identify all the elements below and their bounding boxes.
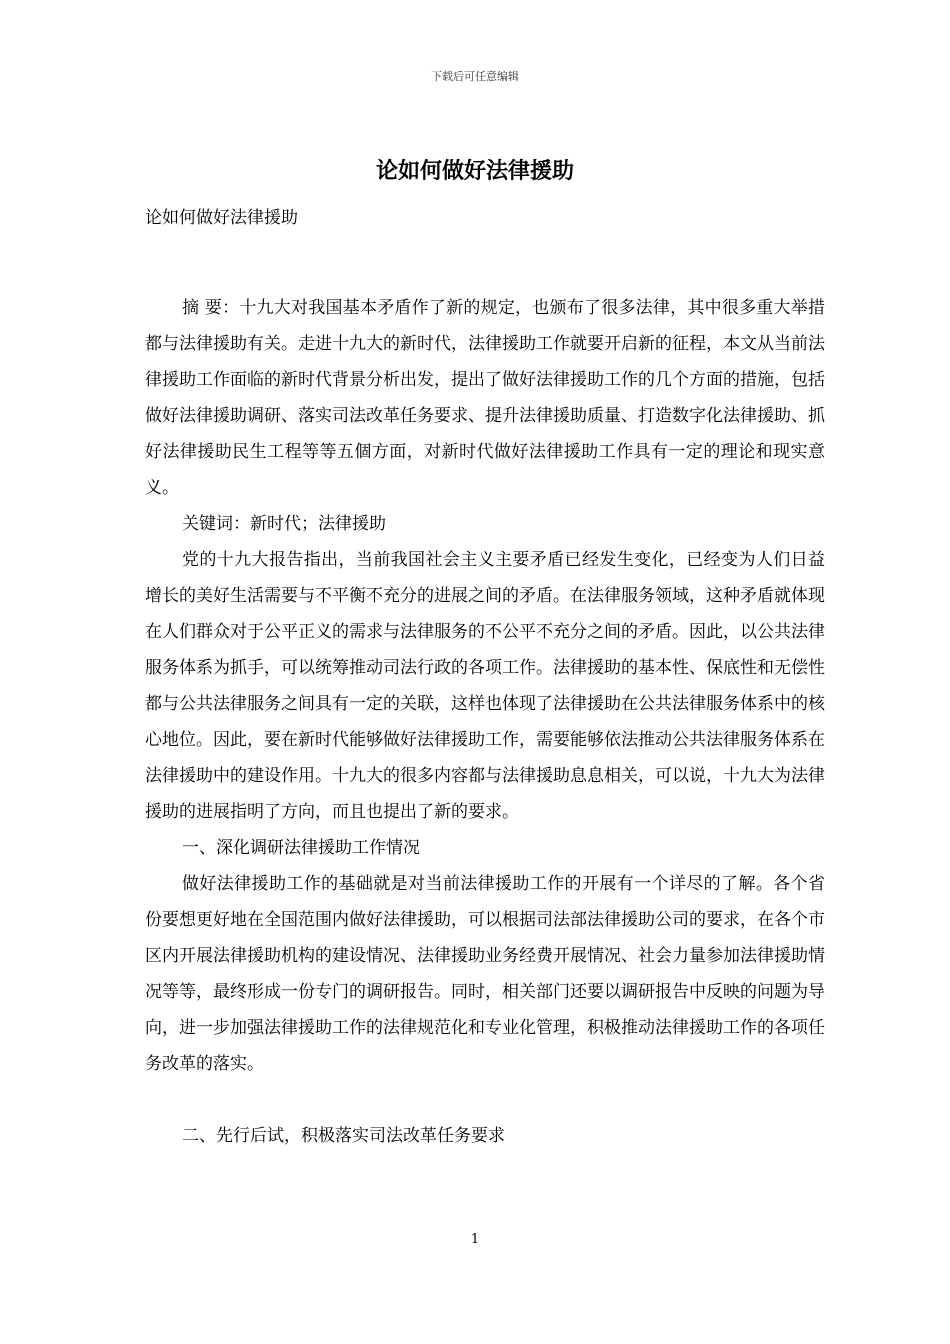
keywords-line: 关键词：新时代；法律援助 [182,514,386,534]
blank-line [145,236,825,272]
blank-line [145,272,825,290]
document-subtitle: 论如何做好法律援助 [145,208,298,228]
abstract-paragraph: 摘 要：十九大对我国基本矛盾作了新的规定，也颁布了很多法律，其中很多重大举措都与法律援助有关。走进十九大的新时代，法律援助工作就要开启新的征程，本文从当前法律援助工作面临的新时代背景分析出发，提出了做好法律援助工作的几个方面的措施，包括做好法律援助调研、落实司法改革任务要求、提升法律援助质量、打造数字化法律援助、抓好法律援助民生工程等等五個方面，对新时代做好法律援助工作具有一定的理论和现实意义。 [145,298,825,498]
intro-paragraph: 党的十九大报告指出，当前我国社会主义主要矛盾已经发生变化，已经变为人们日益增长的美好生活需要与不平衡不充分的进展之间的矛盾。在法律服务领域，这种矛盾就体现在人们群众对于公平正义的需求与法律服务的不公平不充分之间的矛盾。因此，以公共法律服务体系为抓手，可以统筹推动司法行政的各项工作。法律援助的基本性、保底性和无偿性都与公共法律服务之间具有一定的关联，这样也体现了法律援助在公共法律服务体系中的核心地位。因此，要在新时代能够做好法律援助工作，需要能够依法推动公共法律服务体系在法律援助中的建设作用。十九大的很多内容都与法律援助息息相关，可以说，十九大为法律援助的进展指明了方向，而且也提出了新的要求。 [145,550,825,822]
blank-line [145,1082,825,1118]
page-number: 1 [470,1232,480,1247]
section-1-heading: 一、深化调研法律援助工作情况 [182,838,420,858]
document-title: 论如何做好法律援助 [375,158,574,184]
section-1-paragraph: 做好法律援助工作的基础就是对当前法律援助工作的开展有一个详尽的了解。各个省份要想更好地在全国范围内做好法律援助，可以根据司法部法律援助公司的要求，在各个市区内开展法律援助机构的建设情况、法律援助业务经费开展情况、社会力量参加法律援助情况等等，最终形成一份专门的调研报告。同时，相关部门还要以调研报告中反映的问题为导向，进一步加强法律援助工作的法律规范化和专业化管理，积极推动法律援助工作的各项任务改革的落实。 [145,874,825,1074]
page-header-note: 下载后可任意编辑 [431,70,519,83]
document-body [145,200,825,1154]
section-2-heading: 二、先行后试，积极落实司法改革任务要求 [182,1126,505,1146]
